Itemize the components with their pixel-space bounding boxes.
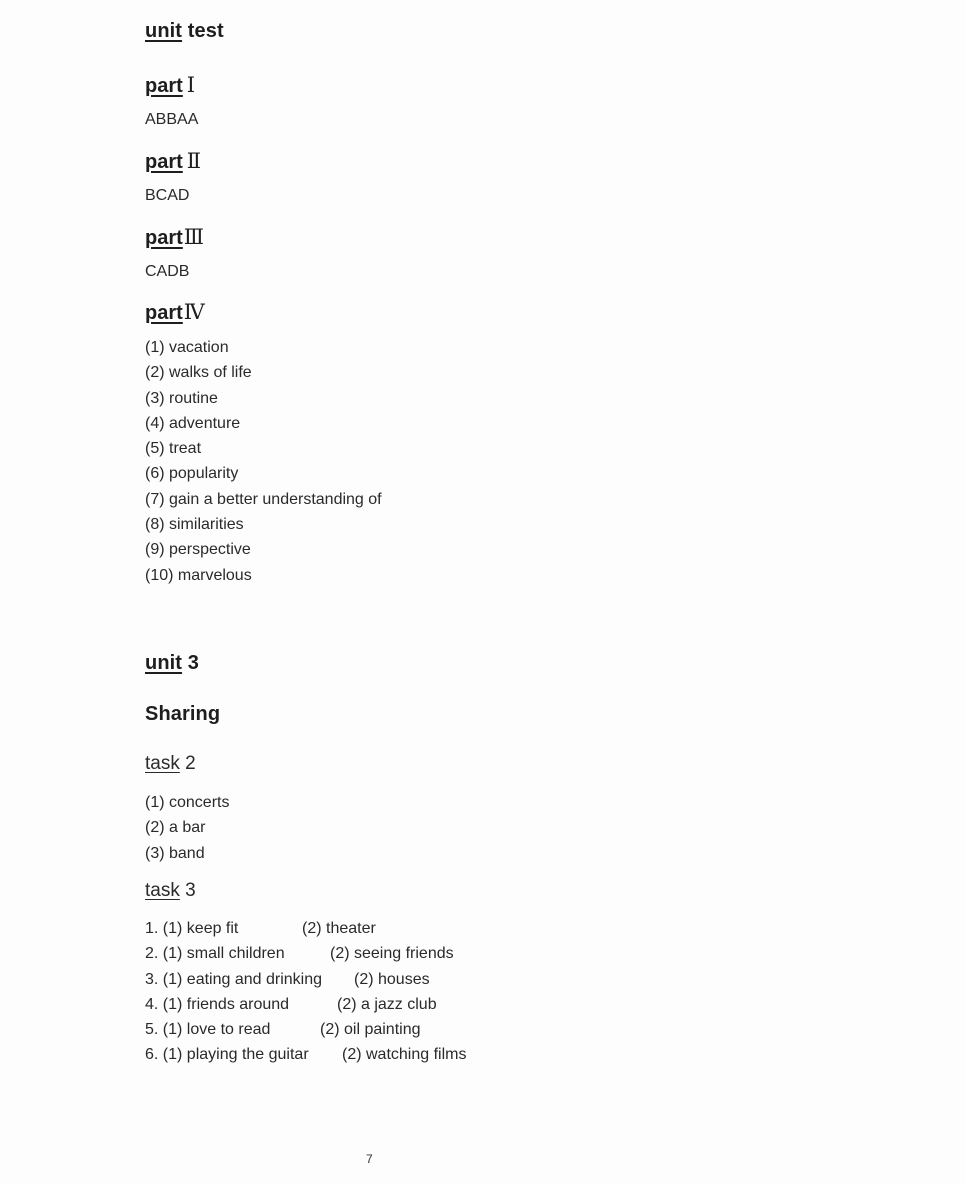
task-3-label: task	[145, 880, 180, 901]
unit-3-heading-underlined: unit	[145, 652, 183, 674]
part-4-answer-list	[145, 335, 382, 588]
list-item: (1) concerts	[145, 794, 230, 811]
table-row	[145, 967, 545, 992]
unit-test-heading	[145, 20, 224, 43]
task-3-heading	[145, 880, 196, 902]
part-1-heading	[145, 73, 195, 98]
list-item: (2) walks of life	[145, 364, 252, 382]
table-cell: 1. (1) keep fit	[145, 920, 239, 937]
task-2-label: task	[145, 753, 180, 774]
list-item: (4) adventure	[145, 414, 241, 432]
part-1-answer: ABBAA	[145, 111, 199, 128]
task-2-answer-list	[145, 790, 229, 866]
table-cell: (2) watching films	[342, 1046, 467, 1064]
task-3-answer-table	[145, 916, 545, 1068]
part-4-label: part	[145, 302, 183, 324]
unit-3-heading-rest: 3	[187, 652, 199, 674]
table-cell: 3. (1) eating and drinking	[145, 970, 322, 988]
part-2-heading	[145, 149, 201, 174]
part-1-roman: Ⅰ	[186, 73, 196, 97]
table-cell: 6. (1) playing the guitar	[145, 1046, 309, 1064]
part-4-heading	[145, 300, 205, 325]
table-cell: (2) theater	[302, 920, 376, 937]
list-item: (3) routine	[145, 389, 218, 407]
list-item: (7) gain a better understanding of	[145, 490, 382, 508]
table-cell: 2. (1) small children	[145, 945, 285, 963]
table-row	[145, 941, 545, 966]
task-2-number: 2	[185, 753, 196, 774]
table-row	[145, 1042, 545, 1067]
part-3-label: part	[145, 227, 183, 249]
part-4-roman: Ⅳ	[183, 300, 205, 324]
part-2-roman: Ⅱ	[186, 149, 202, 173]
table-row	[145, 916, 545, 941]
list-item: (2) a bar	[145, 819, 206, 837]
part-2-label: part	[145, 151, 183, 173]
list-item: (8) similarities	[145, 516, 244, 534]
page-number: 7	[366, 1152, 373, 1166]
task-3-number: 3	[185, 880, 196, 901]
part-2-answer: BCAD	[145, 187, 190, 204]
table-cell: 5. (1) love to read	[145, 1021, 271, 1039]
list-item: (5) treat	[145, 440, 202, 458]
part-3-answer: CADB	[145, 263, 190, 280]
table-cell: 4. (1) friends around	[145, 995, 290, 1013]
part-1-label: part	[145, 75, 183, 97]
table-cell: (2) houses	[354, 970, 430, 988]
unit-test-heading-underlined: unit	[145, 20, 183, 42]
unit-3-heading	[145, 652, 199, 675]
list-item: (9) perspective	[145, 541, 251, 559]
table-cell: (2) a jazz club	[337, 995, 437, 1013]
part-3-roman: Ⅲ	[183, 225, 205, 249]
task-2-heading	[145, 753, 196, 775]
table-cell: (2) oil painting	[320, 1021, 421, 1039]
part-3-heading	[145, 225, 204, 250]
list-item: (6) popularity	[145, 465, 239, 483]
section-title-sharing: Sharing	[145, 703, 221, 725]
unit-test-heading-rest: test	[187, 20, 224, 42]
table-row	[145, 1017, 545, 1042]
list-item: (3) band	[145, 844, 205, 862]
list-item: (1) vacation	[145, 339, 229, 356]
table-row	[145, 992, 545, 1017]
table-cell: (2) seeing friends	[330, 945, 454, 963]
list-item: (10) marvelous	[145, 566, 252, 584]
